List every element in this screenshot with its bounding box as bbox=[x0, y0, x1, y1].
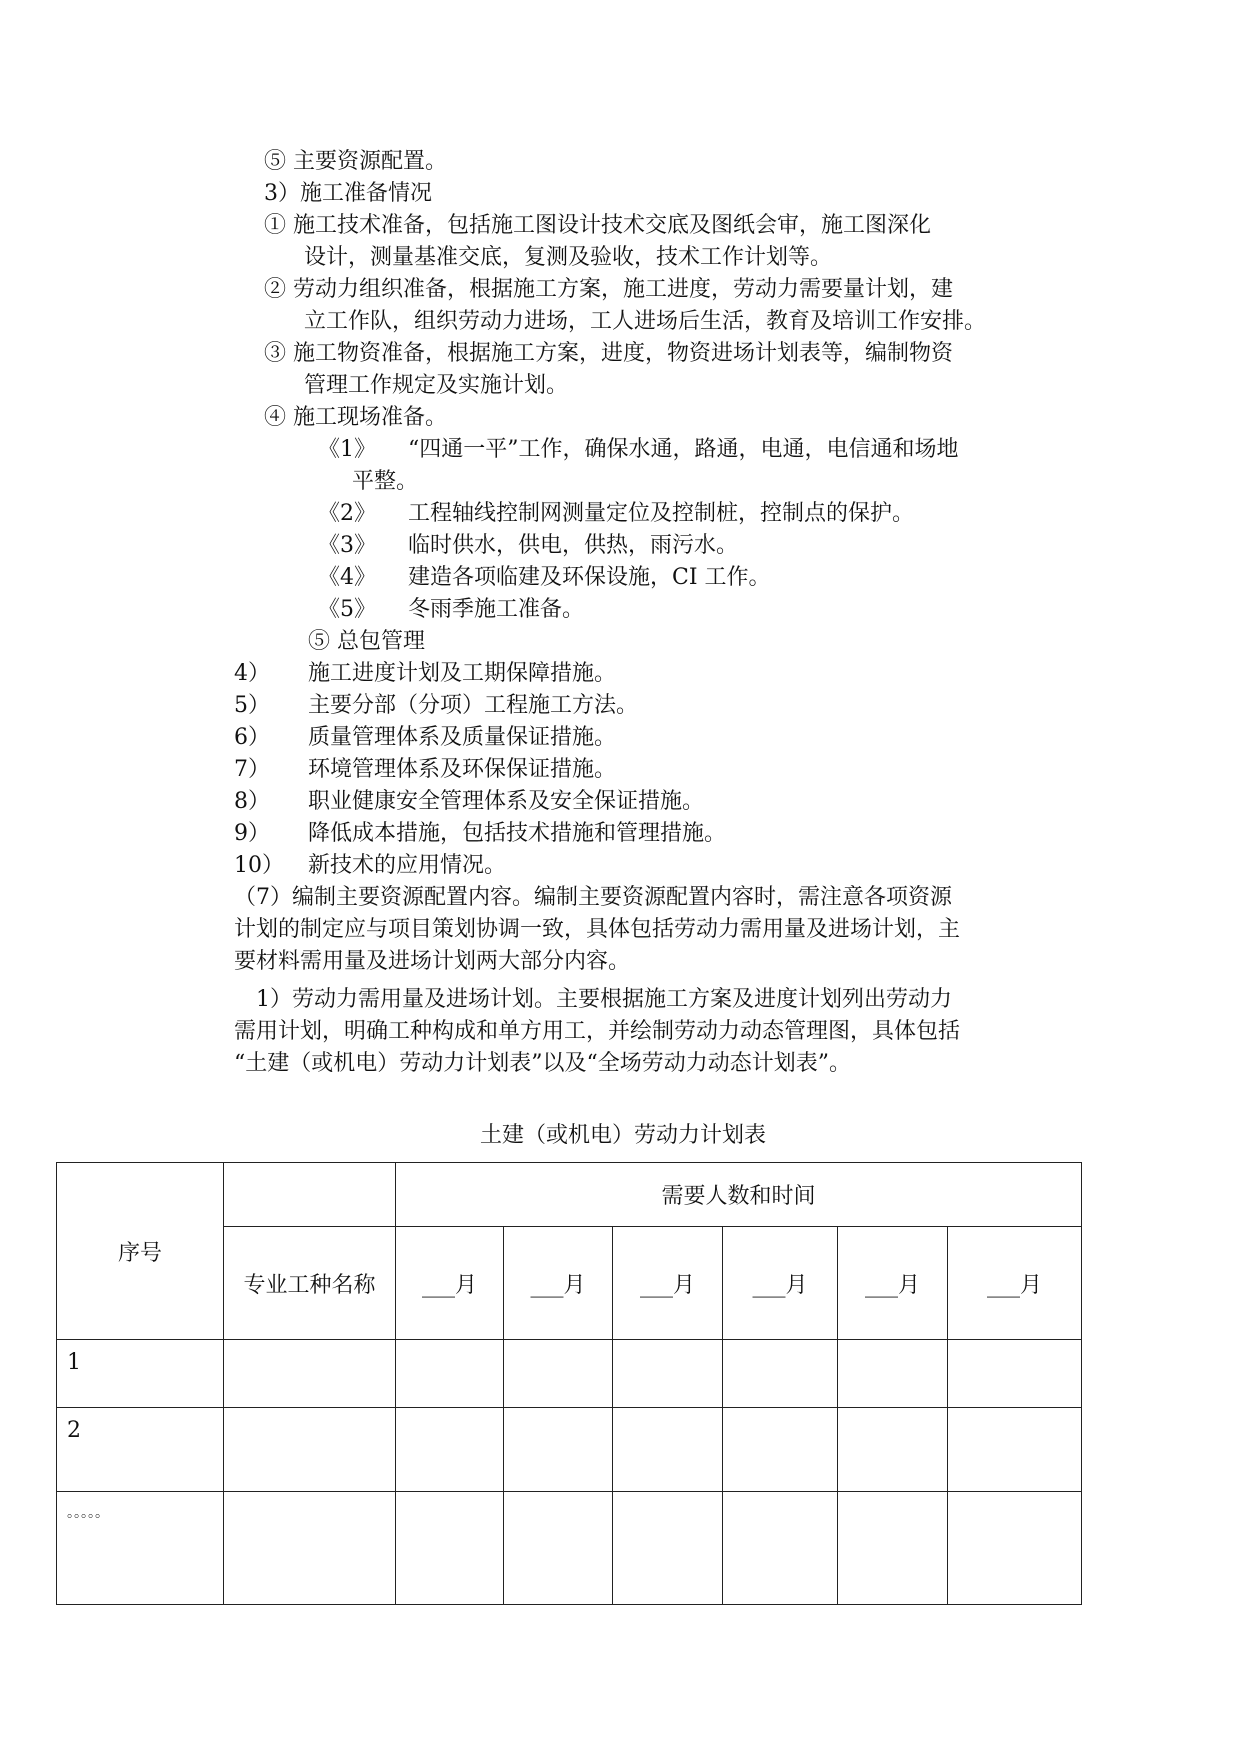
sub-item-1-text: “四通一平”工作，确保水通，路通，电通，电信通和场地 bbox=[408, 437, 959, 462]
item-material-prep-line1: ③ 施工物资准备，根据施工方案，进度，物资进场计划表等，编制物资 bbox=[264, 341, 953, 366]
table-cell bbox=[504, 1492, 613, 1605]
item-labor-prep-line1: ② 劳动力组织准备，根据施工方案，施工进度，劳动力需要量计划，建 bbox=[264, 277, 953, 302]
sub-item-2-text: 工程轴线控制网测量定位及控制桩，控制点的保护。 bbox=[408, 501, 915, 526]
list-4-number: 4） bbox=[234, 661, 270, 686]
table-row bbox=[57, 1492, 1082, 1605]
table-row bbox=[57, 1408, 1082, 1492]
sub-item-2-number: 《2》 bbox=[318, 501, 376, 526]
sub-item-4-number: 《4》 bbox=[318, 565, 376, 590]
table-cell bbox=[838, 1340, 948, 1408]
row-index: 2 bbox=[57, 1408, 224, 1492]
item-general-contracting: ⑤ 总包管理 bbox=[308, 629, 425, 654]
header-group-cell bbox=[396, 1163, 1082, 1227]
list-4-text: 施工进度计划及工期保障措施。 bbox=[308, 661, 617, 686]
month-label: ___月 bbox=[639, 1272, 695, 1298]
header-trade-cell bbox=[224, 1227, 396, 1340]
list-6-text: 质量管理体系及质量保证措施。 bbox=[308, 725, 617, 750]
table-cell bbox=[948, 1340, 1082, 1408]
table-cell bbox=[396, 1492, 504, 1605]
paragraph-7-line2: 计划的制定应与项目策划协调一致，具体包括劳动力需用量及进场计划，主 bbox=[234, 917, 961, 942]
row-index: 。。。。。 bbox=[57, 1492, 224, 1605]
table-cell bbox=[948, 1408, 1082, 1492]
list-10-number: 10） bbox=[234, 853, 284, 878]
month-cell bbox=[838, 1227, 948, 1340]
month-cell bbox=[723, 1227, 838, 1340]
list-6-number: 6） bbox=[234, 725, 270, 750]
table-cell bbox=[838, 1492, 948, 1605]
list-7-text: 环境管理体系及环保保证措施。 bbox=[308, 757, 617, 782]
header-blank-cell bbox=[224, 1163, 396, 1227]
table-cell bbox=[723, 1492, 838, 1605]
month-cell bbox=[396, 1227, 504, 1340]
table-row bbox=[57, 1340, 1082, 1408]
item-major-resources: ⑤ 主要资源配置。 bbox=[264, 149, 447, 174]
sub-item-1-number: 《1》 bbox=[318, 437, 376, 462]
month-cell bbox=[613, 1227, 723, 1340]
item-material-prep-line2: 管理工作规定及实施计划。 bbox=[304, 373, 569, 398]
row-index: 1 bbox=[57, 1340, 224, 1408]
month-label: ___月 bbox=[752, 1272, 808, 1298]
list-5-text: 主要分部（分项）工程施工方法。 bbox=[308, 693, 639, 718]
table-cell bbox=[613, 1408, 723, 1492]
month-cell bbox=[504, 1227, 613, 1340]
sub-item-4-text: 建造各项临建及环保设施，CI 工作。 bbox=[408, 565, 771, 590]
month-label: ___月 bbox=[530, 1272, 586, 1298]
paragraph-7-line1: （7）编制主要资源配置内容。编制主要资源配置内容时，需注意各项资源 bbox=[234, 885, 952, 910]
sub-item-5-text: 冬雨季施工准备。 bbox=[408, 597, 585, 622]
sub-item-5-number: 《5》 bbox=[318, 597, 376, 622]
table-cell bbox=[723, 1408, 838, 1492]
table-cell bbox=[838, 1408, 948, 1492]
item-tech-prep-line1: ① 施工技术准备，包括施工图设计技术交底及图纸会审，施工图深化 bbox=[264, 213, 931, 238]
table-cell bbox=[224, 1408, 396, 1492]
header-trade-name: 专业工种名称 bbox=[243, 1272, 376, 1298]
item-labor-prep-line2: 立工作队，组织劳动力进场，工人进场后生活，教育及培训工作安排。 bbox=[304, 309, 987, 334]
table-caption: 土建（或机电）劳动力计划表 bbox=[480, 1123, 767, 1148]
list-5-number: 5） bbox=[234, 693, 270, 718]
list-7-number: 7） bbox=[234, 757, 270, 782]
table-cell bbox=[723, 1340, 838, 1408]
sub-item-3-text: 临时供水，供电，供热，雨污水。 bbox=[408, 533, 739, 558]
table-cell bbox=[613, 1492, 723, 1605]
month-label: ___月 bbox=[987, 1272, 1043, 1298]
paragraph-labor-line3: “土建（或机电）劳动力计划表”以及“全场劳动力动态计划表”。 bbox=[234, 1051, 851, 1076]
month-label: ___月 bbox=[421, 1272, 477, 1298]
paragraph-7-line3: 要材料需用量及进场计划两大部分内容。 bbox=[234, 949, 631, 974]
month-cell bbox=[948, 1227, 1082, 1340]
header-people-and-time: 需要人数和时间 bbox=[661, 1184, 816, 1209]
section-construction-preparation: 3）施工准备情况 bbox=[264, 181, 432, 206]
item-tech-prep-line2: 设计，测量基准交底，复测及验收，技术工作计划等。 bbox=[304, 245, 833, 270]
sub-item-1-continuation: 平整。 bbox=[352, 469, 419, 494]
table-cell bbox=[396, 1340, 504, 1408]
list-9-number: 9） bbox=[234, 821, 270, 846]
table-cell bbox=[224, 1492, 396, 1605]
table-cell bbox=[504, 1340, 613, 1408]
list-8-text: 职业健康安全管理体系及安全保证措施。 bbox=[308, 789, 705, 814]
table-cell bbox=[504, 1408, 613, 1492]
table-cell bbox=[396, 1408, 504, 1492]
sub-item-3-number: 《3》 bbox=[318, 533, 376, 558]
table-cell bbox=[613, 1340, 723, 1408]
header-index: 序号 bbox=[117, 1240, 162, 1266]
table-cell bbox=[224, 1340, 396, 1408]
paragraph-labor-line2: 需用计划，明确工种构成和单方用工，并绘制劳动力动态管理图，具体包括 bbox=[234, 1019, 961, 1044]
labor-plan-table bbox=[56, 1162, 1082, 1605]
table-cell bbox=[948, 1492, 1082, 1605]
list-8-number: 8） bbox=[234, 789, 270, 814]
paragraph-labor-line1: 1）劳动力需用量及进场计划。主要根据施工方案及进度计划列出劳动力 bbox=[256, 987, 952, 1012]
list-10-text: 新技术的应用情况。 bbox=[308, 853, 507, 878]
header-index-cell bbox=[57, 1163, 224, 1340]
month-label: ___月 bbox=[864, 1272, 920, 1298]
list-9-text: 降低成本措施，包括技术措施和管理措施。 bbox=[308, 821, 727, 846]
item-site-prep: ④ 施工现场准备。 bbox=[264, 405, 447, 430]
